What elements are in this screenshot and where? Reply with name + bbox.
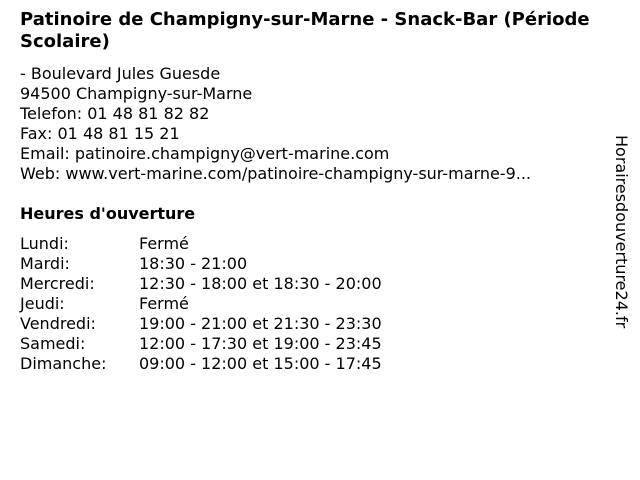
site-watermark: Horairesdouverture24.fr xyxy=(612,135,631,329)
page-title: Patinoire de Champigny-sur-Marne - Snack-Bar (Période Scolaire) xyxy=(20,9,590,52)
hours-heading: Heures d'ouverture xyxy=(20,204,196,223)
day-hours: Fermé xyxy=(139,234,189,253)
day-label: Lundi: xyxy=(20,234,69,253)
phone-label: Telefon: xyxy=(20,104,83,123)
email-line xyxy=(20,144,600,164)
hours-table xyxy=(20,234,382,374)
day-label: Dimanche: xyxy=(20,354,107,373)
listing-content xyxy=(20,9,600,374)
hours-row xyxy=(20,254,382,274)
day-label: Mercredi: xyxy=(20,274,95,293)
email-label: Email: xyxy=(20,144,70,163)
street-line: - Boulevard Jules Guesde xyxy=(20,64,221,83)
phone-line xyxy=(20,104,600,124)
fax-line xyxy=(20,124,600,144)
hours-row xyxy=(20,234,382,254)
day-label: Mardi: xyxy=(20,254,70,273)
web-link[interactable]: www.vert-marine.com/patinoire-champigny-sur-marne-9... xyxy=(65,164,532,183)
hours-row xyxy=(20,354,382,374)
day-hours: 19:00 - 21:00 et 21:30 - 23:30 xyxy=(139,314,382,333)
day-hours: 18:30 - 21:00 xyxy=(139,254,248,273)
day-label: Jeudi: xyxy=(20,294,65,313)
city-line: 94500 Champigny-sur-Marne xyxy=(20,84,253,103)
hours-row xyxy=(20,274,382,294)
address-block xyxy=(20,64,600,184)
day-label: Vendredi: xyxy=(20,314,96,333)
hours-row xyxy=(20,294,382,314)
phone-number[interactable]: 01 48 81 82 82 xyxy=(87,104,210,123)
fax-number: 01 48 81 15 21 xyxy=(57,124,180,143)
day-hours: Fermé xyxy=(139,294,189,313)
day-label: Samedi: xyxy=(20,334,86,353)
day-hours: 09:00 - 12:00 et 15:00 - 17:45 xyxy=(139,354,382,373)
email-link[interactable]: patinoire.champigny@vert-marine.com xyxy=(74,144,390,163)
fax-label: Fax: xyxy=(20,124,53,143)
day-hours: 12:30 - 18:00 et 18:30 - 20:00 xyxy=(139,274,382,293)
hours-row xyxy=(20,314,382,334)
web-line xyxy=(20,164,600,184)
hours-row xyxy=(20,334,382,354)
web-label: Web: xyxy=(20,164,61,183)
day-hours: 12:00 - 17:30 et 19:00 - 23:45 xyxy=(139,334,382,353)
